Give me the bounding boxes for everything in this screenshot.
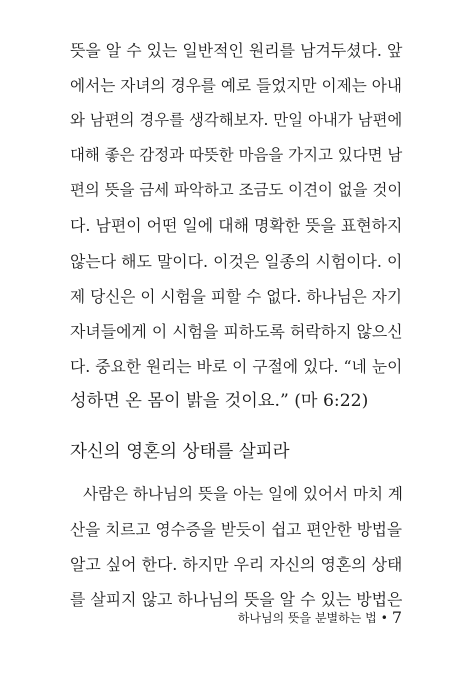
text-line: 산을 치르고 영수증을 받듯이 쉽고 편안한 방법을 <box>70 520 402 540</box>
text-line: 다. 중요한 원리는 바로 이 구절에 있다. “네 눈이 <box>70 356 403 376</box>
text-line: 대해 좋은 감정과 따뜻한 마음을 가지고 있다면 남 <box>70 146 403 165</box>
page-number: 7 <box>391 608 402 627</box>
text-line: 제 당신은 이 시험을 피할 수 없다. 하나님은 자기 <box>70 286 402 306</box>
text-line: 않는다 해도 말이다. 이것은 일종의 시험이다. 이 <box>70 251 403 271</box>
text-line: 를 살피지 않고 하나님의 뜻을 알 수 있는 방법은 <box>70 590 403 610</box>
text-line-content: 사람은 하나님의 뜻을 아는 일에 있어서 마치 계 <box>83 485 403 503</box>
body-paragraph-2 <box>70 477 402 617</box>
body-paragraph-1 <box>70 33 402 419</box>
running-title: 하나님의 뜻을 분별하는 법 <box>237 611 377 625</box>
footer-separator: • <box>380 611 388 625</box>
section-heading: 자신의 영혼의 상태를 살피라 <box>70 441 290 462</box>
text-line: 알고 싶어 한다. 하지만 우리 자신의 영혼의 상태 <box>70 555 403 575</box>
text-line: 편의 뜻을 금세 파악하고 조금도 이견이 없을 것이 <box>70 181 403 200</box>
text-line-indented <box>70 477 402 512</box>
text-line: 뜻을 알 수 있는 일반적인 원리를 남겨두셨다. 앞 <box>70 41 403 60</box>
text-line: 자녀들에게 이 시험을 피하도록 허락하지 않으신 <box>70 321 403 341</box>
text-line: 다. 남편이 어떤 일에 대해 명확한 뜻을 표현하지 <box>70 216 403 236</box>
text-line: 에서는 자녀의 경우를 예로 들었지만 이제는 아내 <box>70 76 402 96</box>
text-line: 와 남편의 경우를 생각해보자. 만일 아내가 남편에 <box>70 111 403 130</box>
page-footer <box>238 608 402 628</box>
text-line: 성하면 온 몸이 밝을 것이요.” (마 6:22) <box>70 390 369 411</box>
